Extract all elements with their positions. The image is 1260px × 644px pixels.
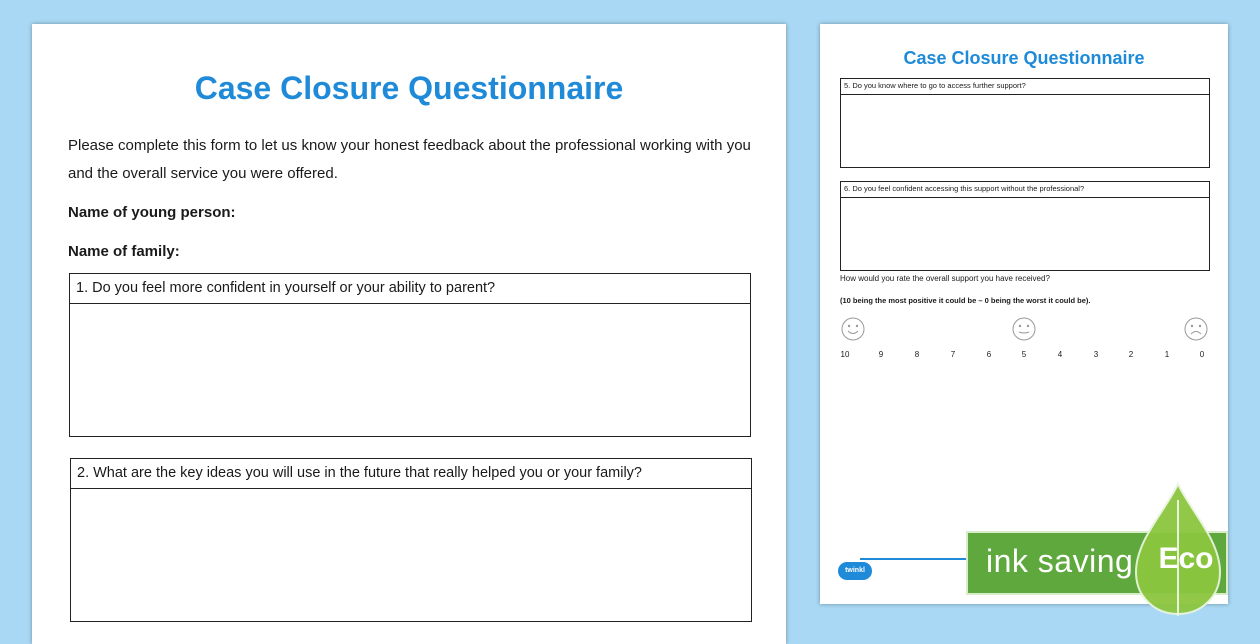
twinkl-logo: twinkl: [838, 562, 872, 580]
young-person-name-label: Name of young person:: [68, 204, 236, 221]
question-text-6: 6. Do you feel confident accessing this support without the professional?: [841, 182, 1209, 198]
rating-question: How would you rate the overall support you have received?: [840, 274, 1050, 283]
rating-number[interactable]: 2: [1128, 350, 1134, 359]
rating-number[interactable]: 5: [1021, 350, 1027, 359]
page-title: Case Closure Questionnaire: [194, 70, 624, 106]
rating-number[interactable]: 9: [878, 350, 884, 359]
question-box-2: [70, 458, 752, 622]
rating-number[interactable]: 1: [1164, 350, 1170, 359]
question-box-6: [840, 181, 1210, 271]
rating-number[interactable]: 6: [986, 350, 992, 359]
neutral-face-icon: [1012, 317, 1036, 341]
question-text-5: 5. Do you know where to go to access further support?: [841, 79, 1209, 95]
happy-face-icon: [841, 317, 865, 341]
answer-area-1[interactable]: [70, 304, 750, 434]
rating-scale: [820, 350, 1228, 362]
answer-area-5[interactable]: [841, 95, 1209, 167]
rating-note: (10 being the most positive it could be – 0 being the worst it could be).: [840, 296, 1091, 305]
question-box-5: [840, 78, 1210, 168]
rating-number[interactable]: 3: [1093, 350, 1099, 359]
question-text-1: 1. Do you feel more confident in yourself or your ability to parent?: [70, 274, 750, 304]
question-text-2: 2. What are the key ideas you will use in the future that really helped you or your family?: [71, 459, 751, 489]
rating-number[interactable]: 0: [1199, 350, 1205, 359]
sad-face-icon: [1184, 317, 1208, 341]
eco-badge-text: Eco: [1158, 542, 1214, 575]
rating-number[interactable]: 7: [950, 350, 956, 359]
rating-number[interactable]: 10: [840, 350, 850, 359]
rating-number[interactable]: 8: [914, 350, 920, 359]
family-name-label: Name of family:: [68, 243, 180, 260]
page-title-right: Case Closure Questionnaire: [903, 48, 1145, 68]
answer-area-2[interactable]: [71, 489, 751, 619]
rating-number[interactable]: 4: [1057, 350, 1063, 359]
question-box-1: [69, 273, 751, 437]
worksheet-page-left: [32, 24, 786, 644]
intro-text: Please complete this form to let us know your honest feedback about the professional working with you and the overall service you were offered.: [68, 137, 751, 182]
ink-saving-label: ink saving: [986, 543, 1134, 579]
answer-area-6[interactable]: [841, 198, 1209, 270]
